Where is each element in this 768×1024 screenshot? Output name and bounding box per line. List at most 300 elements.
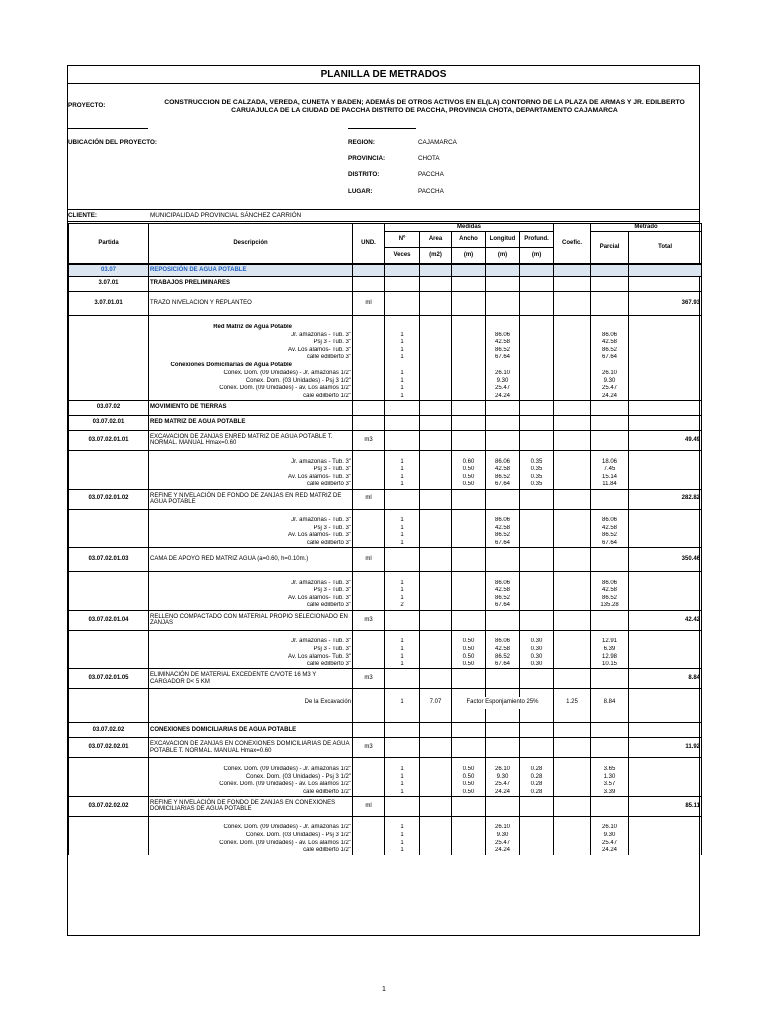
- parcial-cell: [591, 669, 629, 689]
- total-cell: [629, 709, 702, 723]
- partida-cell: [69, 572, 149, 580]
- description-cell: TRAZO NIVELACION Y REPLANTEO: [149, 292, 353, 316]
- total-cell: [629, 385, 702, 393]
- ancho-cell: 0.50: [452, 474, 486, 482]
- parcial-cell: [591, 450, 629, 458]
- coef-cell: [554, 458, 591, 466]
- longitud-cell: [486, 400, 520, 415]
- coef-cell: [554, 630, 591, 638]
- description-cell: De la Excavación: [149, 697, 353, 709]
- area-cell: [420, 709, 452, 723]
- description-cell: Conex. Dom. (09 Unidades) - av. Los alamos 1/2": [149, 385, 353, 393]
- veces-cell: 1: [385, 773, 420, 781]
- table-row: [69, 324, 702, 332]
- description-cell: [149, 509, 353, 517]
- ancho-cell: [452, 393, 486, 401]
- profund-cell: [520, 587, 554, 595]
- veces-cell: 1: [385, 377, 420, 385]
- total-cell: [629, 653, 702, 661]
- veces-cell: [385, 610, 420, 630]
- coef-cell: [554, 653, 591, 661]
- profund-cell: [520, 689, 554, 697]
- total-cell: 367.93: [629, 292, 702, 316]
- area-cell: [420, 347, 452, 355]
- ancho-cell: 0.50: [452, 766, 486, 774]
- coef-cell: [554, 265, 591, 277]
- unit-cell: [353, 789, 385, 797]
- total-cell: [629, 332, 702, 340]
- parcial-cell: [591, 489, 629, 509]
- table-row: [69, 766, 702, 774]
- unit-cell: [353, 824, 385, 832]
- veces-cell: 1: [385, 661, 420, 669]
- ancho-cell: [452, 532, 486, 540]
- table-row: [69, 630, 702, 638]
- longitud-cell: 9.30: [486, 377, 520, 385]
- ancho-cell: [452, 316, 486, 324]
- total-cell: [629, 781, 702, 789]
- table-row: [69, 697, 702, 709]
- parcial-cell: [591, 758, 629, 766]
- unit-cell: m3: [353, 738, 385, 758]
- parcial-cell: 26.10: [591, 824, 629, 832]
- description-cell: calle edilberto 3": [149, 481, 353, 489]
- veces-cell: [385, 689, 420, 697]
- veces-cell: 1: [385, 580, 420, 588]
- coef-cell: [554, 517, 591, 525]
- partida-cell: [69, 630, 149, 638]
- partida-cell: [69, 816, 149, 824]
- veces-cell: [385, 265, 420, 277]
- coef-cell: [554, 723, 591, 738]
- parcial-cell: 26.10: [591, 370, 629, 378]
- profund-cell: [520, 370, 554, 378]
- description-cell: Jr. amazonas - Tub. 3": [149, 580, 353, 588]
- partida-cell: [69, 339, 149, 347]
- veces-cell: [385, 430, 420, 450]
- profund-cell: 0.35: [520, 466, 554, 474]
- profund-cell: [520, 709, 554, 723]
- longitud-cell: [486, 738, 520, 758]
- partida-cell: [69, 789, 149, 797]
- parcial-cell: [591, 509, 629, 517]
- total-cell: [629, 540, 702, 548]
- parcial-cell: 86.06: [591, 332, 629, 340]
- total-cell: [629, 277, 702, 292]
- veces-cell: [385, 572, 420, 580]
- unit-cell: [353, 661, 385, 669]
- description-cell: Conex. Dom. (09 Unidades) - av. Los alamos 1/2": [149, 781, 353, 789]
- partida-cell: 03.07.02: [69, 400, 149, 415]
- area-cell: [420, 265, 452, 277]
- total-cell: 8.84: [629, 669, 702, 689]
- unit-cell: [353, 354, 385, 362]
- longitud-cell: 42.58: [486, 339, 520, 347]
- profund-cell: 0.35: [520, 481, 554, 489]
- coef-cell: [554, 474, 591, 482]
- table-row: [69, 572, 702, 580]
- parcial-cell: 67.64: [591, 540, 629, 548]
- longitud-cell: [486, 669, 520, 689]
- location-label: UBICACIÓN DEL PROYECTO:: [68, 139, 157, 146]
- partida-cell: [69, 532, 149, 540]
- parcial-cell: [591, 738, 629, 758]
- description-cell: calle edilberto 3": [149, 661, 353, 669]
- parcial-cell: 15.14: [591, 474, 629, 482]
- unit-cell: m3: [353, 610, 385, 630]
- table-row: [69, 430, 702, 450]
- area-cell: [420, 458, 452, 466]
- longitud-cell: 86.06: [486, 580, 520, 588]
- description-cell: Conex. Dom. (09 Unidades) - Jr. amazonas 1/2": [149, 824, 353, 832]
- longitud-cell: [486, 489, 520, 509]
- parcial-cell: [591, 265, 629, 277]
- partida-cell: [69, 602, 149, 610]
- table-row: [69, 738, 702, 758]
- description-cell: Av. Los alamos- Tub. 3": [149, 532, 353, 540]
- longitud-cell: 86.06: [486, 458, 520, 466]
- coef-cell: [554, 466, 591, 474]
- profund-cell: 0.28: [520, 766, 554, 774]
- longitud-cell: [486, 509, 520, 517]
- table-row: [69, 481, 702, 489]
- partida-cell: [69, 481, 149, 489]
- total-cell: 49.49: [629, 430, 702, 450]
- area-cell: [420, 773, 452, 781]
- area-cell: [420, 377, 452, 385]
- profund-cell: [520, 385, 554, 393]
- coef-cell: [554, 602, 591, 610]
- profund-cell: [520, 540, 554, 548]
- parcial-cell: [591, 572, 629, 580]
- coef-cell: [554, 400, 591, 415]
- total-cell: [629, 532, 702, 540]
- total-cell: [629, 840, 702, 848]
- col-und: UND.: [353, 224, 385, 264]
- ancho-cell: [452, 689, 486, 697]
- parcial-cell: 42.58: [591, 587, 629, 595]
- total-cell: [629, 661, 702, 669]
- profund-cell: [520, 292, 554, 316]
- unit-cell: [353, 840, 385, 848]
- veces-cell: [385, 362, 420, 370]
- ancho-cell: 0.50: [452, 466, 486, 474]
- col-area-unit: (m2): [420, 248, 452, 264]
- coef-cell: [554, 587, 591, 595]
- parcial-cell: 42.58: [591, 339, 629, 347]
- partida-cell: [69, 781, 149, 789]
- description-cell: Psj 3 - Tub. 3": [149, 466, 353, 474]
- partida-cell: 3.07.01.01: [69, 292, 149, 316]
- parcial-cell: 25.47: [591, 385, 629, 393]
- total-cell: [629, 370, 702, 378]
- province-value: CHOTA: [418, 155, 440, 162]
- partida-cell: [69, 638, 149, 646]
- profund-cell: [520, 572, 554, 580]
- veces-cell: 1: [385, 370, 420, 378]
- description-cell: Av. Los alamos- Tub. 3": [149, 595, 353, 603]
- area-cell: [420, 602, 452, 610]
- veces-cell: [385, 277, 420, 292]
- description-cell: MOVIMIENTO DE TIERRAS: [149, 400, 353, 415]
- area-cell: [420, 415, 452, 430]
- area-cell: [420, 370, 452, 378]
- parcial-cell: [591, 548, 629, 572]
- longitud-cell: [486, 450, 520, 458]
- ancho-cell: [452, 415, 486, 430]
- ancho-cell: [452, 385, 486, 393]
- area-cell: [420, 723, 452, 738]
- partida-cell: [69, 450, 149, 458]
- veces-cell: 1: [385, 458, 420, 466]
- longitud-cell: 42.58: [486, 525, 520, 533]
- area-cell: [420, 450, 452, 458]
- parcial-cell: 3.57: [591, 781, 629, 789]
- veces-cell: [385, 723, 420, 738]
- longitud-cell: 24.24: [486, 847, 520, 855]
- profund-cell: [520, 832, 554, 840]
- area-cell: [420, 385, 452, 393]
- profund-cell: 0.30: [520, 661, 554, 669]
- area-cell: [420, 580, 452, 588]
- description-cell: Conex. Dom. (09 Unidades) - Jr. amazonas 1/2": [149, 766, 353, 774]
- profund-cell: [520, 354, 554, 362]
- area-cell: 7.07: [420, 697, 452, 709]
- longitud-cell: 25.47: [486, 840, 520, 848]
- area-cell: [420, 832, 452, 840]
- ancho-cell: [452, 265, 486, 277]
- table-row: [69, 450, 702, 458]
- ancho-cell: [452, 292, 486, 316]
- description-cell: EXCAVACION DE ZANJAS ENRED MATRIZ DE AGUA POTABLE T. NORMAL. MANUAL Hmax=0.60: [149, 430, 353, 450]
- area-cell: [420, 332, 452, 340]
- col-coef: Coefic.: [554, 224, 591, 264]
- description-cell: REFINE Y NIVELACIÓN DE FONDO DE ZANJAS EN RED MATRIZ DE AGUA POTABLE: [149, 489, 353, 509]
- veces-cell: [385, 509, 420, 517]
- ancho-cell: [452, 370, 486, 378]
- longitud-cell: 42.58: [486, 466, 520, 474]
- profund-cell: [520, 377, 554, 385]
- longitud-cell: 42.58: [486, 646, 520, 654]
- unit-cell: [353, 450, 385, 458]
- unit-cell: ml: [353, 489, 385, 509]
- col-medidas: Medidas: [385, 224, 554, 232]
- unit-cell: [353, 816, 385, 824]
- ancho-cell: [452, 362, 486, 370]
- veces-cell: [385, 738, 420, 758]
- table-row: [69, 610, 702, 630]
- unit-cell: [353, 709, 385, 723]
- parcial-cell: 8.84: [591, 697, 629, 709]
- partida-cell: [69, 773, 149, 781]
- parcial-cell: [591, 324, 629, 332]
- total-cell: [629, 400, 702, 415]
- project-label: PROYECTO:: [68, 102, 106, 109]
- table-row: [69, 669, 702, 689]
- partida-cell: [69, 646, 149, 654]
- total-cell: [629, 630, 702, 638]
- partida-cell: 03.07.02.01.04: [69, 610, 149, 630]
- parcial-cell: [591, 400, 629, 415]
- ancho-cell: 0.50: [452, 481, 486, 489]
- total-cell: [629, 595, 702, 603]
- parcial-cell: 12.91: [591, 638, 629, 646]
- area-cell: [420, 481, 452, 489]
- unit-cell: [353, 653, 385, 661]
- longitud-cell: 86.06: [486, 638, 520, 646]
- description-cell: cale edilberto 1/2": [149, 789, 353, 797]
- total-cell: [629, 265, 702, 277]
- veces-cell: 1: [385, 832, 420, 840]
- ancho-cell: [452, 324, 486, 332]
- divider: [68, 209, 699, 210]
- partida-cell: [69, 385, 149, 393]
- coef-cell: [554, 738, 591, 758]
- veces-cell: 1: [385, 638, 420, 646]
- total-cell: [629, 723, 702, 738]
- longitud-cell: [486, 758, 520, 766]
- table-row: [69, 653, 702, 661]
- description-cell: EXCAVACION DE ZANJAS EN CONEXIONES DOMICILIARIAS DE AGUA POTABLE T. NORMAL. MANUAL Hmax=0.60: [149, 738, 353, 758]
- partida-cell: [69, 824, 149, 832]
- profund-cell: [520, 316, 554, 324]
- total-cell: [629, 580, 702, 588]
- coef-cell: [554, 689, 591, 697]
- coef-cell: [554, 292, 591, 316]
- factor-cell: Factor Esponjamiento 25%: [452, 697, 554, 709]
- veces-cell: 1: [385, 766, 420, 774]
- description-cell: Psj 3 - Tub. 3": [149, 339, 353, 347]
- profund-cell: 0.28: [520, 773, 554, 781]
- partida-cell: [69, 766, 149, 774]
- ancho-cell: [452, 602, 486, 610]
- table-row: [69, 332, 702, 340]
- area-cell: [420, 540, 452, 548]
- veces-cell: 1: [385, 525, 420, 533]
- longitud-cell: 86.52: [486, 474, 520, 482]
- table-row: [69, 393, 702, 401]
- partida-cell: [69, 595, 149, 603]
- coef-cell: [554, 816, 591, 824]
- profund-cell: [520, 362, 554, 370]
- unit-cell: [353, 265, 385, 277]
- partida-cell: [69, 840, 149, 848]
- longitud-cell: [486, 415, 520, 430]
- profund-cell: 0.30: [520, 653, 554, 661]
- coef-cell: 1.25: [554, 697, 591, 709]
- longitud-cell: 86.52: [486, 347, 520, 355]
- longitud-cell: 86.06: [486, 332, 520, 340]
- col-longitud-unit: (m): [486, 248, 520, 264]
- partida-cell: [69, 709, 149, 723]
- table-row: [69, 789, 702, 797]
- table-row: [69, 354, 702, 362]
- longitud-cell: 67.64: [486, 354, 520, 362]
- ancho-cell: [452, 540, 486, 548]
- partida-cell: 03.07.02.02: [69, 723, 149, 738]
- area-cell: [420, 646, 452, 654]
- area-cell: [420, 548, 452, 572]
- unit-cell: [353, 370, 385, 378]
- table-row: [69, 532, 702, 540]
- total-cell: [629, 354, 702, 362]
- table-row: [69, 840, 702, 848]
- total-cell: 11.92: [629, 738, 702, 758]
- region-value: CAJAMARCA: [418, 139, 457, 146]
- area-cell: [420, 824, 452, 832]
- unit-cell: ml: [353, 548, 385, 572]
- ancho-cell: [452, 832, 486, 840]
- unit-cell: [353, 481, 385, 489]
- coef-cell: [554, 393, 591, 401]
- profund-cell: [520, 824, 554, 832]
- profund-cell: [520, 517, 554, 525]
- parcial-cell: [591, 277, 629, 292]
- unit-cell: [353, 689, 385, 697]
- total-cell: [629, 415, 702, 430]
- profund-cell: [520, 580, 554, 588]
- partida-cell: [69, 580, 149, 588]
- unit-cell: [353, 517, 385, 525]
- table-row: [69, 587, 702, 595]
- ancho-cell: 0.50: [452, 789, 486, 797]
- table-row: [69, 277, 702, 292]
- longitud-cell: [486, 548, 520, 572]
- longitud-cell: 67.64: [486, 540, 520, 548]
- profund-cell: [520, 509, 554, 517]
- col-descripcion: Descripción: [149, 224, 353, 264]
- partida-cell: [69, 540, 149, 548]
- longitud-cell: [486, 292, 520, 316]
- area-cell: [420, 669, 452, 689]
- group-label: Conexiones Domiciliarias de Agua Potable: [149, 362, 353, 370]
- unit-cell: [353, 832, 385, 840]
- veces-cell: [385, 548, 420, 572]
- longitud-cell: [486, 265, 520, 277]
- ancho-cell: [452, 610, 486, 630]
- profund-cell: 0.30: [520, 646, 554, 654]
- table-row: [69, 362, 702, 370]
- parcial-cell: 9.30: [591, 832, 629, 840]
- ancho-cell: [452, 450, 486, 458]
- longitud-cell: 86.52: [486, 653, 520, 661]
- profund-cell: [520, 400, 554, 415]
- veces-cell: 1: [385, 653, 420, 661]
- total-cell: [629, 587, 702, 595]
- client-value: MUNICIPALIDAD PROVINCIAL SÁNCHEZ CARRIÓN: [150, 212, 302, 219]
- divider: [68, 221, 699, 222]
- partida-cell: [69, 377, 149, 385]
- coef-cell: [554, 766, 591, 774]
- parcial-cell: [591, 689, 629, 697]
- coef-cell: [554, 489, 591, 509]
- table-row: [69, 339, 702, 347]
- partida-cell: [69, 653, 149, 661]
- longitud-cell: [486, 816, 520, 824]
- table-row: [69, 385, 702, 393]
- col-longitud: Longitud: [486, 232, 520, 248]
- area-cell: [420, 816, 452, 824]
- area-cell: [420, 781, 452, 789]
- profund-cell: [520, 277, 554, 292]
- parcial-cell: 67.64: [591, 354, 629, 362]
- area-cell: [420, 595, 452, 603]
- profund-cell: [520, 840, 554, 848]
- parcial-cell: [591, 816, 629, 824]
- veces-cell: 1: [385, 474, 420, 482]
- longitud-cell: [486, 796, 520, 816]
- total-cell: [629, 362, 702, 370]
